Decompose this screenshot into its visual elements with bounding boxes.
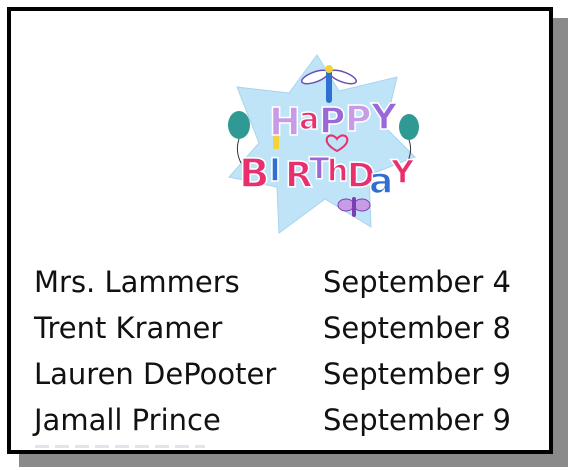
letter-y1: Y bbox=[371, 97, 398, 138]
letter-b: B bbox=[239, 151, 270, 197]
person-name: Trent Kramer bbox=[34, 311, 223, 345]
list-item bbox=[34, 307, 534, 353]
letter-d: D bbox=[347, 156, 376, 196]
letter-y2: Y bbox=[391, 153, 415, 191]
birthday-date: September 8 bbox=[323, 311, 511, 345]
faded-text-strip bbox=[35, 445, 205, 448]
birthday-date: September 9 bbox=[323, 403, 511, 437]
person-name: Mrs. Lammers bbox=[34, 265, 240, 299]
letter-t: T bbox=[309, 152, 330, 187]
letter-a2: a bbox=[369, 161, 394, 202]
letter-p2: P bbox=[345, 99, 372, 140]
letter-a: a bbox=[299, 102, 320, 137]
birthday-card bbox=[7, 7, 553, 454]
letter-h2: h bbox=[327, 154, 349, 189]
person-name: Jamall Prince bbox=[34, 403, 221, 437]
birthday-list bbox=[34, 261, 534, 445]
letter-p1: P bbox=[319, 101, 346, 142]
birthday-date: September 4 bbox=[323, 265, 511, 299]
letter-r: R bbox=[285, 155, 313, 196]
person-name: Lauren DePooter bbox=[34, 357, 277, 391]
letter-h: H bbox=[269, 100, 301, 144]
happy-birthday-clipart bbox=[219, 47, 419, 237]
list-item bbox=[34, 261, 534, 307]
list-item bbox=[34, 353, 534, 399]
letter-i: I bbox=[269, 151, 281, 189]
birthday-date: September 9 bbox=[323, 357, 511, 391]
happy-birthday-image bbox=[219, 47, 419, 237]
list-item bbox=[34, 399, 534, 445]
